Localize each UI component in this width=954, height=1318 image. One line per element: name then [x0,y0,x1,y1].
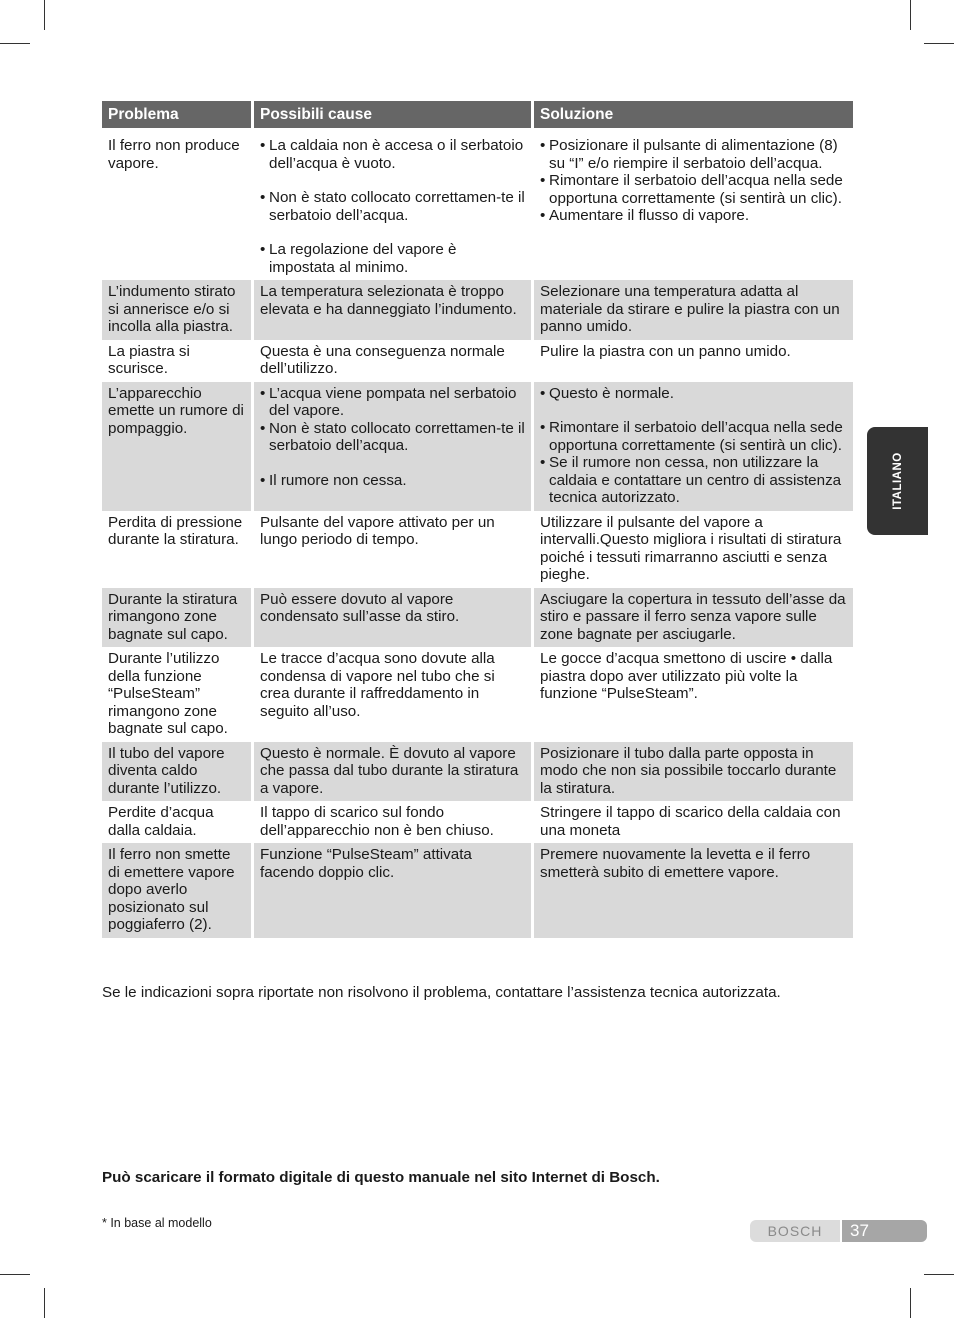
problem-cell: Perdite d’acqua dalla caldaia. [102,801,254,843]
solution-cell: Utilizzare il pulsante del vapore a intervalli.Questo migliora i risultati di stiratura poiché i tessuti rimarranno asciutti e senza pieghe. [540,513,842,583]
table-row [102,588,853,648]
cause-item: • Non è stato collocato correttamen-te il serbatoio dell’acqua. [260,189,525,224]
solution-item: • Aumentare il flusso di vapore. [540,207,847,225]
cause-cell: Funzione “PulseSteam” attivata facendo doppio clic. [254,843,534,938]
problem-cell: L’apparecchio emette un rumore di pompaggio. [102,382,254,511]
table-row [102,742,853,802]
crop-mark [924,1274,954,1275]
table-row [102,511,853,588]
solution-cell: Le gocce d’acqua smettono di uscire • dalla piastra dopo aver utilizzato più volte la funzione “PulseSteam”. [540,650,833,702]
crop-mark [910,0,911,30]
causes-cell [254,382,534,511]
solution-item: • Questo è normale. [540,385,847,403]
header-solution: Soluzione [534,101,853,128]
solution-item: • Se il rumore non cessa, non utilizzare la caldaia e contattare un centro di assistenza tecnica autorizzato. [540,454,847,507]
footnote: * In base al modello [102,1216,212,1230]
solution-cell: Pulire la piastra con un panno umido. [540,342,791,360]
support-note: Se le indicazioni sopra riportate non risolvono il problema, contattare l’assistenza tecnica autorizzata. [102,984,781,1001]
solution-cell [534,128,853,280]
problem-cell: Il tubo del vapore diventa caldo durante l’utilizzo. [102,742,254,802]
crop-mark [0,1274,30,1275]
cause-item: • Non è stato collocato correttamen-te il serbatoio dell’acqua. [260,420,525,455]
table-row [102,382,853,511]
table-row [102,843,853,938]
table-row [102,647,853,742]
crop-mark [44,1288,45,1318]
brand-label: BOSCH [750,1220,840,1242]
solution-cell: Asciugare la copertura in tessuto dell’asse da stiro e passare il ferro senza vapore sulle zone bagnate per asciugarle. [534,588,853,648]
cause-cell: Le tracce d’acqua sono dovute alla condensa di vapore nel tubo che si crea durante il raffreddamento in seguito all’uso. [254,647,534,742]
table-row [102,340,853,382]
crop-mark [0,43,30,44]
table-row [102,801,853,843]
cause-cell: Il tappo di scarico sul fondo dell’apparecchio non è ben chiuso. [254,801,534,843]
cause-cell: Questa è una conseguenza normale dell’utilizzo. [254,340,534,382]
problem-cell: Il ferro non produce vapore. [102,128,254,280]
language-tab [867,427,928,535]
page-number: 37 [842,1220,927,1242]
cause-cell: La temperatura selezionata è troppo elevata e ha danneggiato l’indumento. [254,280,534,340]
solution-cell [534,382,853,511]
solution-item: • Posizionare il pulsante di alimentazione (8) su “I” e/o riempire il serbatoio dell’acqua. [540,137,847,172]
header-causes: Possibili cause [254,101,534,128]
cause-item: • La caldaia non è accesa o il serbatoio dell’acqua è vuoto. [260,137,525,172]
crop-mark [924,43,954,44]
cause-item: • Il rumore non cessa. [260,472,525,490]
language-tab-label: ITALIANO [891,452,904,510]
solution-cell: Premere nuovamente la levetta e il ferro smetterà subito di emettere vapore. [534,843,853,938]
problem-cell: L’indumento stirato si annerisce e/o si incolla alla piastra. [102,280,254,340]
solution-item: • Rimontare il serbatoio dell’acqua nella sede opportuna correttamente (si sentirà un clic). [540,419,847,454]
problem-cell: Il ferro non smette di emettere vapore dopo averlo posizionato sul poggiaferro (2). [102,843,254,938]
cause-cell: Pulsante del vapore attivato per un lungo periodo di tempo. [254,511,534,588]
problem-cell: Perdita di pressione durante la stiratura. [102,511,254,588]
problem-cell: La piastra si scurisce. [102,340,254,382]
problem-cell: Durante l’utilizzo della funzione “PulseSteam” rimangono zone bagnate sul capo. [102,647,254,742]
cause-cell: Può essere dovuto al vapore condensato sull’asse da stiro. [254,588,534,648]
table-header-row [102,101,853,128]
table-row [102,128,853,280]
cause-item: • L’acqua viene pompata nel serbatoio del vapore. [260,385,525,420]
troubleshooting-table [102,101,853,938]
cause-item: • La regolazione del vapore è impostata al minimo. [260,241,525,276]
solution-item: • Rimontare il serbatoio dell’acqua nella sede opportuna correttamente (si sentirà un clic). [540,172,847,207]
crop-mark [44,0,45,30]
cause-cell: Questo è normale. È dovuto al vapore che passa dal tubo durante la stiratura a vapore. [254,742,534,802]
solution-cell: Stringere il tappo di scarico della caldaia con una moneta [540,804,841,839]
header-problem: Problema [102,101,254,128]
solution-cell: Posizionare il tubo dalla parte opposta in modo che non sia possibile toccarlo durante la stiratura. [534,742,853,802]
causes-cell [254,128,534,280]
problem-cell: Durante la stiratura rimangono zone bagnate sul capo. [102,588,254,648]
crop-mark [910,1288,911,1318]
solution-cell: Selezionare una temperatura adatta al materiale da stirare e pulire la piastra con un panno umido. [534,280,853,340]
table-row [102,280,853,340]
download-notice: Può scaricare il formato digitale di questo manuale nel sito Internet di Bosch. [102,1169,660,1186]
